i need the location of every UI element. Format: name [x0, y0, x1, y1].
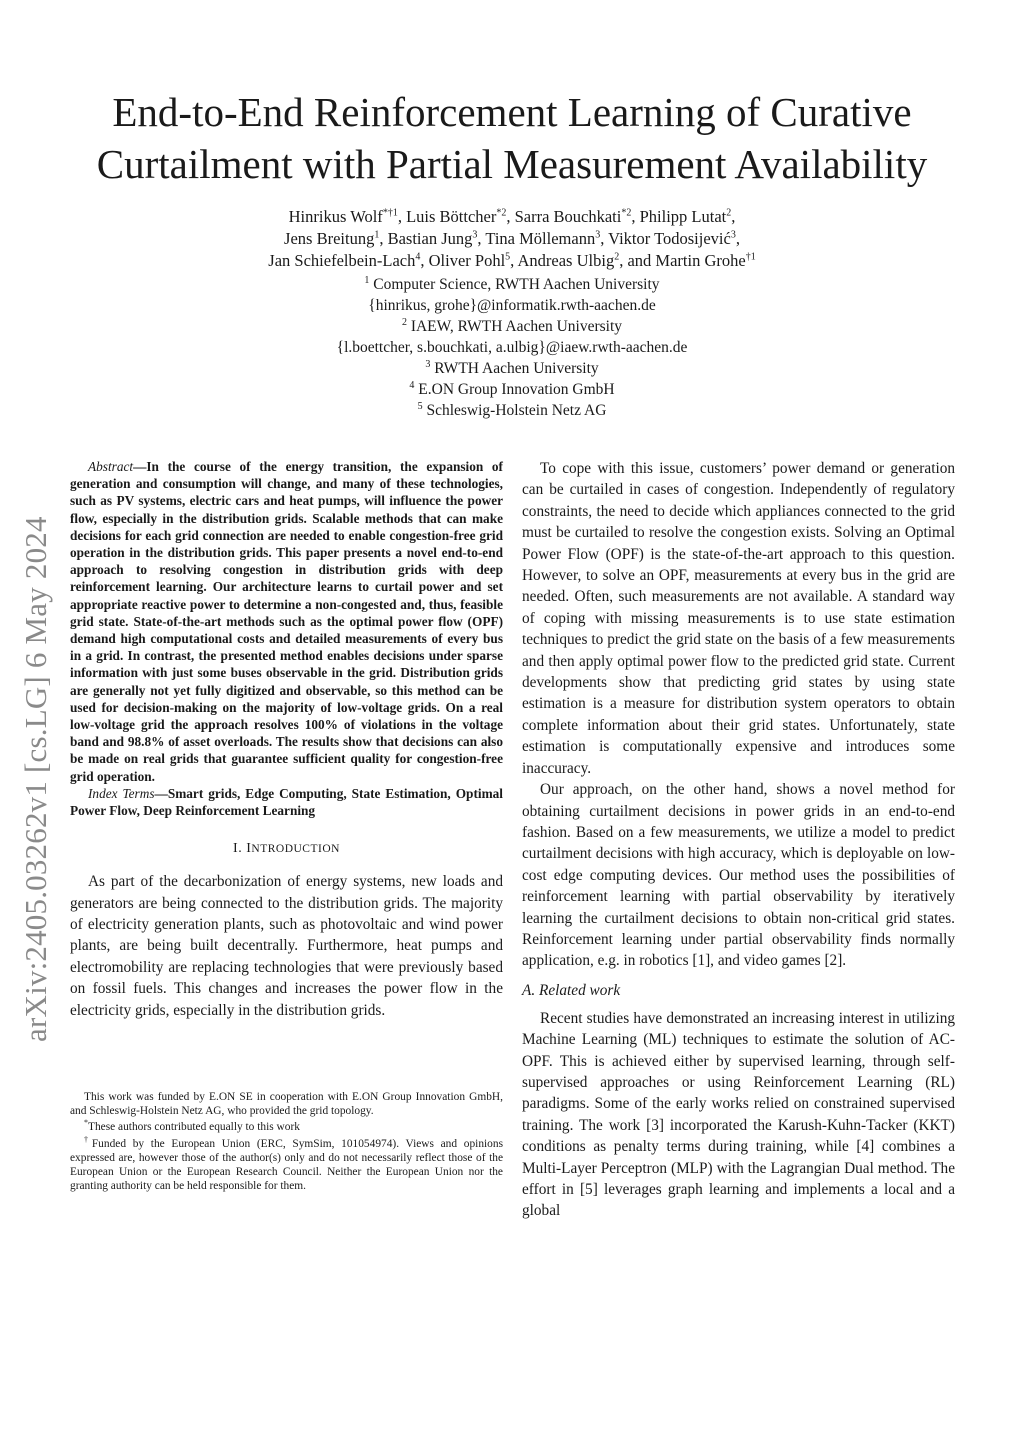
paragraph-approach: Our approach, on the other hand, shows a novel method for obtaining curtailment decisions in power grids in an end-to-end fashion. Based on a few measurements, we utilize a model to predict curtailment decisions with high accuracy, which is deployable on low-cost edge computing devices. Our method uses the possibilities of reinforcement learning with partial observability by iteratively learning the curtailment decisions to obtain non-critical grid states. Reinforcement learning under partial observability finds normally application, e.g. in robotics [1], and video games [2].: [522, 781, 955, 970]
affiliation: [60, 316, 964, 337]
left-column: [70, 458, 503, 1021]
author-line: [60, 228, 964, 250]
author-sep: ,: [735, 229, 740, 248]
author-name: Oliver Pohl: [428, 251, 506, 270]
footnote-equal-contribution: [70, 1120, 503, 1134]
affiliation-name: E.ON Group Innovation GmbH: [418, 381, 615, 398]
footnote-text: These authors contributed equally to this work: [88, 1121, 300, 1134]
author-line: [60, 206, 964, 228]
footnote-funding: [70, 1090, 503, 1118]
abstract: Abstract—In the course of the energy transition, the expansion of generation and consumption will change, and many of these technologies, such as PV systems, electric cars and heat pumps, will influence the power flow, especially in the distribution grids. Scalable methods that can make decisions for each grid connection are needed to enable congestion-free grid operation in the distribution grids. This paper presents a novel end-to-end approach to resolving congestion in distribution grids with deep reinforcement learning. Our architecture learns to curtail power and set appropriate reactive power to determine a non-congested and, thus, feasible grid state. State-of-the-art methods such as the optimal power flow (OPF) demand high computational costs and detailed measurements of every bus in a grid. In contrast, the presented method enables decisions under sparse information with just some buses observable in the grid. Distribution grids are generally not yet fully digitized and observable, so this method can be used for decision-making on the majority of low-voltage grids. On a real low-voltage grid the approach resolves 100% of violations in the voltage band and 98.8% of asset overloads. The results show that decisions can also be made on real grids that guarantee sufficient quality for congestion-free grid operation.: [70, 459, 503, 784]
section-heading-introduction: [70, 841, 503, 857]
affiliation-email: {hinrikus, grohe}@informatik.rwth-aachen.de: [368, 297, 656, 314]
author-mark: 3: [595, 229, 601, 241]
paragraph-congestion: To cope with this issue, customers’ power demand or generation can be curtailed in cases of congestion. Independently of regulatory constraints, the need to decide which appliances connected to the grid must be curtailed to resolve the congestion exists. Solving an Optimal Power Flow (OPF) is the state-of-the-art approach to this question. However, to solve an OPF, measurements at every bus in the grid are needed. Often, such measurements are not available. A standard way of coping with missing measurements is to use state estimation techniques to predict the grid state on the basis of a few measurements and then apply optimal power flow to the predicted grid state. Current developments show that predicting grid states by using state estimation is a measure for distribution system operators to obtain complete information about their grid states. Unfortunately, state estimation is computationally expensive and introduces some inaccuracy.: [522, 460, 955, 777]
footnote-erc: [70, 1134, 504, 1194]
section-title-rest: NTRODUCTION: [251, 843, 340, 856]
affiliation-number: 3: [425, 358, 431, 370]
subsection-heading-related-work: A. Related work: [522, 981, 621, 999]
author-name: Tina Möllemann: [485, 229, 596, 248]
author-sep: ,: [510, 251, 518, 270]
footnote-mark: †: [84, 1134, 92, 1144]
affiliation-number: 2: [401, 316, 407, 328]
index-terms: Index Terms—Smart grids, Edge Computing, State Estimation, Optimal Power Flow, Deep Reinforcement Learning: [70, 785, 503, 819]
author-sep: ,: [379, 229, 388, 248]
author-sep: ,: [731, 207, 736, 226]
author-name: Martin Grohe: [655, 251, 746, 270]
affiliation-number: 4: [409, 379, 415, 391]
affiliation: [60, 358, 964, 379]
author-name: Luis Böttcher: [406, 207, 497, 226]
footnote-mark: *: [84, 1118, 88, 1128]
author-name: Philipp Lutat: [639, 207, 727, 226]
paper-title: [40, 86, 984, 190]
author-sep: ,: [506, 207, 515, 226]
author-mark: 3: [472, 229, 478, 241]
author-mark: *2: [496, 207, 507, 219]
affiliation-number: 5: [417, 400, 423, 412]
author-mark: 1: [374, 229, 380, 241]
affiliation-name: Schleswig-Holstein Netz AG: [426, 402, 607, 419]
introduction-paragraph: As part of the decarbonization of energy systems, new loads and generators are being connected to the distribution grids. The majority of electricity generation plants, such as photovoltaic and wind power plants, are being built decentrally. Furthermore, heat pumps and electromobility are replacing technologies that were previously based on fossil fuels. This changes and increases the power flow in the electricity grids, especially in the distribution grids.: [70, 873, 503, 1019]
author-name: Jens Breitung: [284, 229, 375, 248]
author-line: [60, 250, 964, 272]
author-name: Andreas Ulbig: [517, 251, 615, 270]
affiliation: [60, 379, 964, 400]
index-terms-label: Index Terms: [88, 785, 155, 801]
author-mark: 4: [415, 251, 421, 263]
affiliation-number: 1: [364, 274, 370, 286]
abstract-text: In the course of the energy transition, the expansion of generation and consumption will change, and many of these technologies, such as PV systems, electric cars and heat pumps, will influence the power flow, especially in the distribution grids. Scalable methods that can make decisions for each grid connection are needed to enable congestion-free grid operation in the distribution grids. This paper presents a novel end-to-end approach to resolving congestion in distribution grids with deep reinforcement learning. Our architecture learns to curtail power and set appropriate reactive power to determine a non-congested and, thus, feasible grid state. State-of-the-art methods such as the optimal power flow (OPF) demand high computational costs and detailed measurements of every bus in a grid. In contrast, the presented method enables decisions under sparse information with just some buses observable in the grid. Distribution grids are generally not yet fully digitized and observable, so this method can be used for decision-making on the majority of low-voltage grids. On a real low-voltage grid the approach resolves 100% of violations in the voltage band and 98.8% of asset overloads. The results show that decisions can also be made on real grids that guarantee sufficient quality for congestion-free grid operation.: [70, 459, 503, 784]
author-list: [60, 206, 964, 272]
affiliation-list: [60, 274, 964, 421]
author-mark: 2: [726, 207, 732, 219]
author-name: Sarra Bouchkati: [514, 207, 622, 226]
author-mark: †1: [745, 251, 756, 263]
affiliation-email: {l.boettcher, s.bouchkati, a.ulbig}@iaew.rwth-aachen.de: [336, 339, 688, 356]
author-mark: 2: [614, 251, 620, 263]
footnotes: [70, 1090, 503, 1195]
author-sep: ,: [600, 229, 609, 248]
index-terms-text: Smart grids, Edge Computing, State Estimation, Optimal Power Flow, Deep Reinforcement Learning: [70, 785, 503, 819]
author-sep: ,: [420, 251, 429, 270]
affiliation: [60, 400, 964, 421]
affiliation-name: RWTH Aachen University: [434, 360, 599, 377]
author-name: Bastian Jung: [387, 229, 473, 248]
affiliation-name: IAEW, RWTH Aachen University: [410, 318, 623, 335]
arxiv-sidebar-stamp: arXiv:2405.03262v1 [cs.LG] 6 May 2024: [18, 516, 53, 1042]
author-name: Jan Schiefelbein-Lach: [268, 251, 416, 270]
affiliation-name: Computer Science, RWTH Aachen University: [373, 276, 660, 293]
title-line-1: End-to-End Reinforcement Learning of Curative: [112, 89, 912, 135]
abstract-label: Abstract: [88, 459, 134, 474]
author-mark: 3: [730, 229, 736, 241]
author-sep: ,: [397, 207, 407, 226]
author-mark: 5: [505, 251, 511, 263]
author-mark: *†1: [382, 207, 398, 219]
footnote-text: This work was funded by E.ON SE in cooperation with E.ON Group Innovation GmbH, and Schleswig-Holstein Netz AG, who provided the grid topology.: [70, 1091, 503, 1118]
author-sep: , and: [619, 251, 656, 270]
author-name: Hinrikus Wolf: [288, 207, 383, 226]
author-sep: ,: [631, 207, 640, 226]
paragraph-related-work: Recent studies have demonstrated an increasing interest in utilizing Machine Learning (ML) techniques to estimate the solution of AC-OPF. This is achieved either by supervised learning, through self-supervised approaches or using Reinforcement Learning (RL) paradigms. Some of the early works relied on constrained supervised training. The work [3] incorporated the Karush-Kuhn-Tacker (KKT) conditions as penalty terms during training, while [4] combines a Multi-Layer Perceptron (MLP) with the Lagrangian Dual method. The effort in [5] leverages graph learning and implements a local and a global: [522, 1009, 955, 1220]
right-column: [522, 458, 955, 1222]
section-numeral: I.: [233, 841, 247, 857]
affiliation: [60, 274, 964, 295]
author-mark: *2: [621, 207, 632, 219]
section-title-first: I: [246, 841, 252, 857]
title-line-2: Curtailment with Partial Measurement Availability: [96, 141, 928, 187]
footnote-text: Funded by the European Union (ERC, SymSim, 101054974). Views and opinions expressed are, however those of the author(s) only and do not necessarily reflect those of the European Union or the European Research Council. Neither the European Union nor the granting authority can be held responsible for them.: [70, 1137, 504, 1193]
author-name: Viktor Todosijević: [608, 229, 731, 248]
author-sep: ,: [477, 229, 486, 248]
